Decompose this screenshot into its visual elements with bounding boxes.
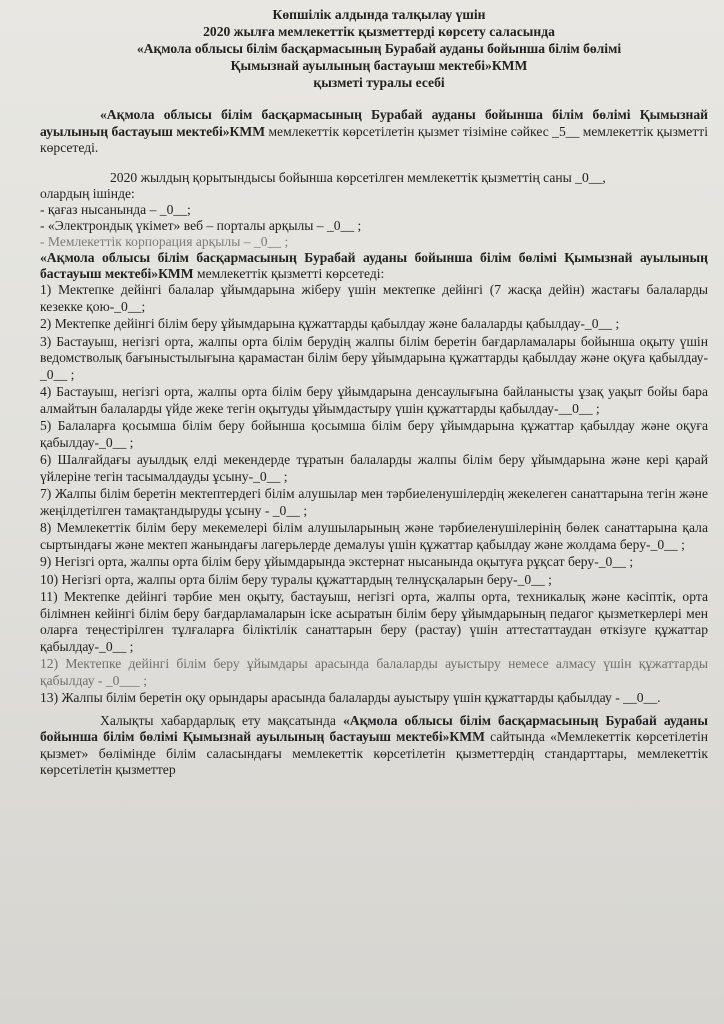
service-item-3: 3) Бастауыш, негізгі орта, жалпы орта білім берудің жалпы білім беретін бағдарламалары бойынша оқыту үшін ведомстволық бағыныстылығына қарамастан білім беру ұйымдарына құжаттарды қабылдау және оқуға қабылдау-_0__ ; (40, 333, 708, 382)
intro-rest: мемлекеттік көрсетілетін қызмет тізіміне сәйкес _5__ мемлекеттік қызметті көрсетеді. (40, 123, 708, 155)
organization-name-3: «Ақмола облысы білім басқармасының Бурабай ауданы бойынша білім бөлімі Қымызнай ауылының бастауыш мектебі»КММ (40, 712, 708, 745)
service-item-13: 13) Жалпы білім беретін оқу орындары арасында балаларды ауыстыру үшін құжаттарды қабылдау - __0__. (40, 690, 661, 706)
service-item-5: 5) Балаларға қосымша білім беру бойынша қосымша білім беру ұйымдарына құжаттар қабылдау және оқуға қабылдау-_0__ ; (40, 418, 708, 450)
service-item-10: 10) Негізгі орта, жалпы орта білім беру туралы құжаттардың телнұсқаларын беру-_0__ ; (40, 571, 552, 587)
closing-paragraph (40, 713, 708, 779)
services-intro-paragraph (40, 250, 708, 282)
egov-portal-line: - «Электрондық үкімет» веб – порталы арқылы – _0__ ; (40, 218, 362, 234)
service-item-2: 2) Мектепке дейінгі білім беру ұйымдарына құжаттарды қабылдау және балаларды қабылдау-_0__ ; (40, 316, 620, 332)
services-intro-rest: мемлекеттік қызметті көрсетеді: (193, 266, 385, 282)
organization-name-2: «Ақмола облысы білім басқармасының Бурабай ауданы бойынша білім бөлімі Қымызнай ауылының бастауыш мектебі»КММ (40, 250, 708, 282)
service-item-11: 11) Мектепке дейінгі тәрбие мен оқыту, бастауыш, негізгі орта, жалпы орта, техникалық және кәсіптік, орта білімнен кейінгі білім беру бағдарламаларын іске асыратын білім беру ұйымдарының педагог қызметкерлері мен оларға теңестірілген тұлғаларға біліктілік санаттарын беру (растау) үшін аттестаттаудан өткізуге құжаттар қабылдау-_0__ ; (40, 589, 708, 654)
header-line-3: «Ақмола облысы білім басқармасының Бурабай ауданы бойынша білім бөлімі (136, 41, 622, 56)
intro-paragraph (40, 107, 708, 157)
closing-start: Халықты хабардарлық ету мақсатында (100, 712, 343, 728)
service-item-9: 9) Негізгі орта, жалпы орта білім беру ұйымдарында экстернат нысанында оқытуға рұқсат беру-_0__ ; (40, 554, 634, 570)
services-list (40, 282, 708, 707)
service-item-7: 7) Жалпы білім беретін мектептердегі білім алушылар мен тәрбиеленушілердің жекелеген санаттарына тегін және жеңілдетілген тамақтандыруды ұсыну - _0__ ; (40, 486, 708, 518)
organization-name: «Ақмола облысы білім басқармасының Бурабай ауданы бойынша білім бөлімі Қымызнай ауылының бастауыш мектебі»КММ (40, 107, 708, 139)
header-line-5: қызметі туралы есебі (313, 75, 445, 90)
report-header (50, 6, 708, 91)
closing-rest: сайтында «Мемлекеттік көрсетілетін қызмет» бөлімінде білім саласындағы мемлекеттік көрсетілетін қызметтердің стандарттары, мемлекеттік көрсетілетін қызметтер (40, 729, 708, 778)
service-count-line: 2020 жылдың қорытындысы бойынша көрсетілген мемлекеттік қызметтің саны _0__, (110, 170, 606, 186)
service-item-8: 8) Мемлекеттік білім беру мекемелері білім алушыларының және тәрбиеленушілерінің бөлек санаттарына қала сыртындағы және мектеп жанындағы лагерьлерде демалуы үшін құжаттар қабылдау және жолдама беру-_0__ ; (40, 520, 708, 552)
header-line-1: Көпшілік алдында талқылау үшін (272, 7, 486, 22)
service-item-12: 12) Мектепке дейінгі білім беру ұйымдары арасында балаларды ауыстыру немесе алмасу үшін құжаттарды қабылдау - _0___ ; (40, 656, 708, 688)
header-line-4: Қымызнай ауылының бастауыш мектебі»КММ (230, 58, 528, 73)
header-line-2: 2020 жылға мемлекеттік қызметтерді көрсету саласында (203, 24, 555, 39)
state-corporation-line: - Мемлекеттік корпорация арқылы – _0__ ; (40, 234, 289, 250)
service-item-6: 6) Шалғайдағы ауылдық елді мекендерде тұратын балаларды жалпы білім беру ұйымдарына және кері қарай үйлеріне тегін тасымалдауды ұсыну-_0__ ; (40, 452, 708, 484)
service-item-4: 4) Бастауыш, негізгі орта, жалпы орта білім беру ұйымдарына денсаулығына байланысты ұзақ уақыт бойы бара алмайтын балаларды үйде жеке тегін оқытуды ұйымдастыру үшін құжаттарды қабылдау-__0__ ; (40, 384, 708, 416)
paper-form-line: - қағаз нысанында – _0__; (40, 202, 191, 218)
service-item-1: 1) Мектепке дейінгі балалар ұйымдарына жіберу үшін мектепке дейінгі (7 жасқа дейін) жастағы балаларды кезекке қою-_0__; (40, 282, 708, 314)
among-them-label: олардың ішінде: (40, 186, 135, 202)
